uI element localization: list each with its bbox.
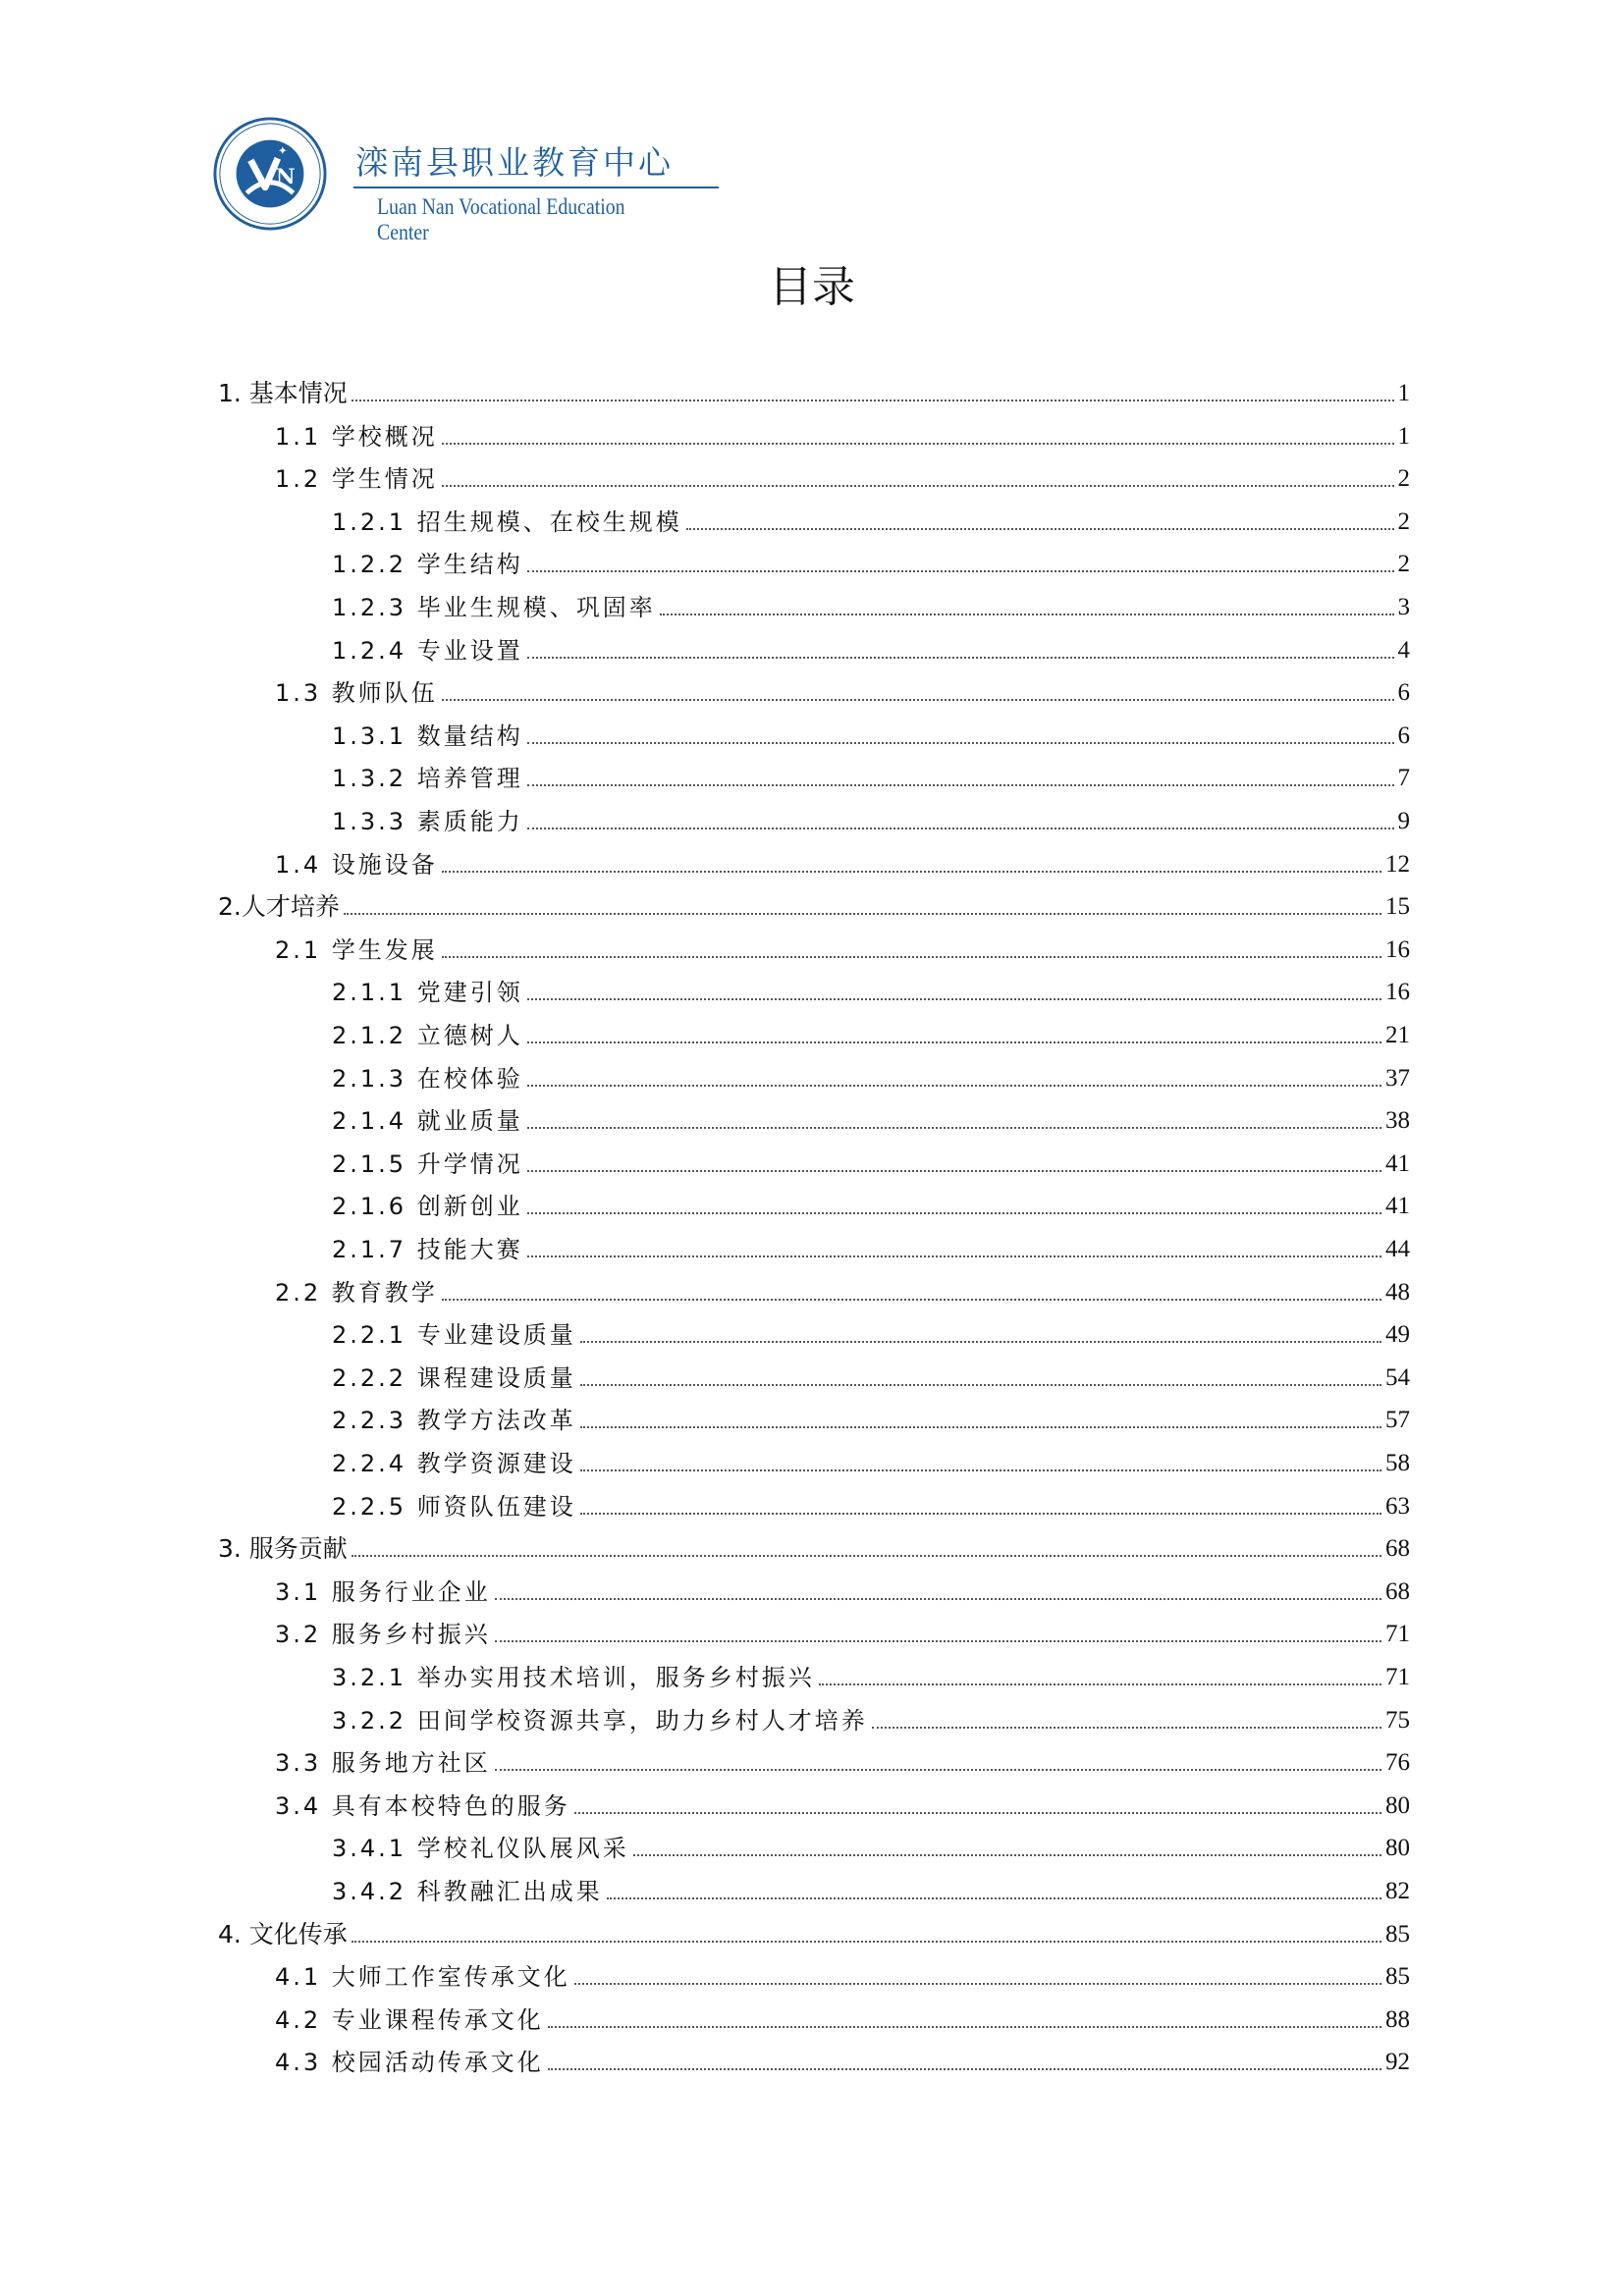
toc-entry-page: 9 <box>1397 808 1410 834</box>
toc-entry-page: 85 <box>1385 1920 1410 1948</box>
toc-entry-page: 76 <box>1385 1749 1410 1777</box>
toc-entry-label: 1.2.2 学生结构 <box>332 551 523 579</box>
toc-dot-leader <box>527 998 1381 1000</box>
toc-dot-leader <box>527 1127 1381 1129</box>
toc-dot-leader <box>495 1598 1381 1600</box>
svg-text:✦: ✦ <box>277 143 288 158</box>
toc-dot-leader <box>574 1983 1381 1985</box>
toc-entry-label: 2.1.1 党建引领 <box>332 979 523 1007</box>
toc-entry[interactable] <box>218 1914 1410 1949</box>
toc-entry-page: 44 <box>1385 1236 1410 1262</box>
toc-entry-label: 1.2.3 毕业生规模、巩固率 <box>332 594 656 621</box>
toc-dot-leader <box>527 742 1394 744</box>
toc-entry-page: 57 <box>1385 1407 1410 1434</box>
toc-dot-leader <box>527 784 1394 786</box>
toc-entry-label: 3.2 服务乡村振兴 <box>275 1621 491 1649</box>
toc-entry[interactable] <box>275 844 1410 880</box>
toc-entry-label: 1.4 设施设备 <box>275 850 438 879</box>
toc-entry[interactable] <box>332 1058 1410 1094</box>
toc-entry[interactable] <box>275 1742 1410 1778</box>
toc-entry-page: 41 <box>1385 1193 1410 1220</box>
toc-dot-leader <box>442 485 1394 487</box>
toc-dot-leader <box>633 1854 1381 1856</box>
toc-entry-label: 4.3 校园活动传承文化 <box>275 2049 544 2077</box>
toc-dot-leader <box>442 956 1381 958</box>
toc-entry-page: 2 <box>1397 465 1410 493</box>
toc-entry-page: 92 <box>1385 2049 1410 2076</box>
toc-entry[interactable] <box>275 672 1410 708</box>
toc-dot-leader <box>580 1513 1381 1515</box>
toc-dot-leader <box>872 1727 1381 1729</box>
toc-dot-leader <box>344 913 1381 915</box>
toc-dot-leader <box>442 1299 1381 1301</box>
toc-entry-page: 71 <box>1385 1664 1410 1690</box>
toc-dot-leader <box>548 2026 1381 2028</box>
toc-entry-page: 75 <box>1385 1706 1410 1734</box>
toc-entry[interactable] <box>332 1871 1410 1906</box>
toc-entry[interactable] <box>332 716 1410 751</box>
logo-name-cn: 滦南县职业教育中心 <box>355 143 674 182</box>
toc-dot-leader <box>442 871 1381 873</box>
toc-dot-leader <box>527 1255 1381 1257</box>
toc-entry[interactable] <box>332 544 1410 579</box>
toc-dot-leader <box>574 1812 1381 1814</box>
toc-entry-label: 2.2.1 专业建设质量 <box>332 1321 576 1350</box>
toc-entry-label: 3. 服务贡献 <box>218 1534 348 1564</box>
toc-entry-label: 3.2.1 举办实用技术培训，服务乡村振兴 <box>332 1664 815 1691</box>
toc-entry-page: 38 <box>1385 1107 1410 1135</box>
toc-entry[interactable] <box>332 630 1410 666</box>
toc-entry-label: 4. 文化传承 <box>218 1919 348 1949</box>
toc-entry-page: 71 <box>1385 1621 1410 1648</box>
toc-entry-label: 2.人才培养 <box>218 892 340 922</box>
toc-entry[interactable] <box>332 1314 1410 1350</box>
toc-entry-page: 1 <box>1397 422 1410 450</box>
toc-entry[interactable] <box>332 1443 1410 1478</box>
toc-dot-leader <box>352 400 1394 401</box>
toc-entry-page: 15 <box>1385 893 1410 921</box>
page-title: 目录 <box>769 262 855 312</box>
toc-entry-label: 2.2.2 课程建设质量 <box>332 1363 576 1392</box>
toc-entry[interactable] <box>332 1400 1410 1435</box>
toc-entry[interactable] <box>218 373 1410 408</box>
toc-entry-label: 3.3 服务地方社区 <box>275 1749 491 1778</box>
logo-name-en: Luan Nan Vocational Education Center <box>377 194 625 244</box>
toc-entry[interactable] <box>275 1272 1410 1308</box>
toc-entry-label: 3.2.2 田间学校资源共享，助力乡村人才培养 <box>332 1706 868 1735</box>
toc-dot-leader <box>442 443 1394 445</box>
toc-entry-page: 21 <box>1385 1022 1410 1048</box>
toc-entry-page: 68 <box>1385 1577 1410 1605</box>
toc-entry[interactable] <box>332 1100 1410 1136</box>
toc-entry-page: 80 <box>1385 1791 1410 1819</box>
toc-entry-page: 63 <box>1385 1492 1410 1520</box>
toc-entry-label: 2.1.6 创新创业 <box>332 1193 523 1221</box>
toc-entry[interactable] <box>332 1486 1410 1522</box>
toc-entry-page: 85 <box>1385 1963 1410 1991</box>
toc-dot-leader <box>527 828 1394 829</box>
toc-dot-leader <box>607 1897 1381 1899</box>
toc-entry[interactable] <box>275 416 1410 452</box>
toc-entry-label: 2.1.4 就业质量 <box>332 1107 523 1136</box>
toc-entry-page: 37 <box>1385 1064 1410 1092</box>
toc-entry[interactable] <box>332 587 1410 622</box>
toc-dot-leader <box>495 1769 1381 1771</box>
toc-entry-label: 2.1 学生发展 <box>275 935 438 964</box>
toc-dot-leader <box>352 1555 1381 1557</box>
toc-entry-label: 3.4.2 科教融汇出成果 <box>332 1878 603 1905</box>
toc-entry-page: 2 <box>1397 551 1410 578</box>
toc-entry-page: 80 <box>1385 1835 1410 1862</box>
toc-entry-page: 3 <box>1397 594 1410 620</box>
toc-dot-leader <box>527 1085 1381 1087</box>
toc-entry[interactable] <box>275 1572 1410 1607</box>
toc-entry-page: 7 <box>1397 765 1410 792</box>
toc-entry-page: 1 <box>1397 380 1410 406</box>
toc-entry[interactable] <box>275 2042 1410 2077</box>
toc-dot-leader <box>548 2068 1381 2070</box>
toc-dot-leader <box>580 1426 1381 1428</box>
toc-entry-label: 2.2.5 师资队伍建设 <box>332 1492 576 1521</box>
toc-entry-page: 49 <box>1385 1321 1410 1349</box>
toc-dot-leader <box>527 1041 1381 1043</box>
toc-entry[interactable] <box>332 1186 1410 1221</box>
toc-entry[interactable] <box>275 1786 1410 1821</box>
toc-entry-page: 6 <box>1397 721 1410 749</box>
toc-entry-page: 6 <box>1397 679 1410 707</box>
toc-entry-label: 1.1 学校概况 <box>275 422 438 451</box>
toc-entry-label: 1. 基本情况 <box>218 379 348 407</box>
toc-entry[interactable] <box>332 1144 1410 1179</box>
toc-entry[interactable] <box>332 758 1410 793</box>
toc-entry-label: 3.1 服务行业企业 <box>275 1577 491 1606</box>
toc-entry[interactable] <box>332 1828 1410 1863</box>
toc-dot-leader <box>352 1941 1381 1943</box>
toc-entry-page: 12 <box>1385 850 1410 878</box>
toc-entry[interactable] <box>275 1956 1410 1992</box>
toc-entry[interactable] <box>332 801 1410 836</box>
toc-entry[interactable] <box>332 1700 1410 1735</box>
toc-dot-leader <box>580 1469 1381 1471</box>
toc-entry-page: 54 <box>1385 1363 1410 1391</box>
toc-dot-leader <box>527 570 1394 572</box>
toc-entry[interactable] <box>332 502 1410 537</box>
toc-entry[interactable] <box>218 886 1410 922</box>
toc-entry-label: 2.2.4 教学资源建设 <box>332 1450 576 1477</box>
toc-dot-leader <box>819 1683 1381 1685</box>
toc-entry-label: 2.1.7 技能大赛 <box>332 1236 523 1263</box>
toc-entry-page: 88 <box>1385 2005 1410 2033</box>
toc-dot-leader <box>442 699 1394 701</box>
toc-entry[interactable] <box>332 1358 1410 1393</box>
toc-entry-label: 1.3.3 素质能力 <box>332 808 523 835</box>
toc-entry-label: 2.1.5 升学情况 <box>332 1149 523 1178</box>
toc-entry-label: 2.1.3 在校体验 <box>332 1064 523 1093</box>
toc-entry-label: 1.3 教师队伍 <box>275 679 438 708</box>
toc-entry-label: 3.4.1 学校礼仪队展风采 <box>332 1835 629 1863</box>
toc-entry-label: 1.2.1 招生规模、在校生规模 <box>332 507 682 536</box>
toc-dot-leader <box>527 1170 1381 1172</box>
toc-dot-leader <box>580 1384 1381 1386</box>
toc-entry-label: 4.1 大师工作室传承文化 <box>275 1963 570 1992</box>
toc-entry-label: 1.3.2 培养管理 <box>332 765 523 793</box>
toc-entry-page: 2 <box>1397 507 1410 535</box>
toc-entry-label: 4.2 专业课程传承文化 <box>275 2005 544 2034</box>
toc-dot-leader <box>527 657 1394 659</box>
toc-entry[interactable] <box>275 930 1410 965</box>
toc-entry-label: 1.2 学生情况 <box>275 465 438 494</box>
toc-entry[interactable] <box>332 1015 1410 1050</box>
toc-entry-page: 41 <box>1385 1149 1410 1177</box>
toc-entry-label: 3.4 具有本校特色的服务 <box>275 1791 570 1820</box>
toc-entry-label: 1.3.1 数量结构 <box>332 721 523 750</box>
toc-dot-leader <box>686 528 1394 530</box>
toc-dot-leader <box>580 1341 1381 1343</box>
toc-entry[interactable] <box>275 2000 1410 2035</box>
toc-entry-label: 2.2 教育教学 <box>275 1278 438 1307</box>
toc-entry[interactable] <box>218 1528 1410 1564</box>
toc-dot-leader <box>660 614 1394 615</box>
toc-entry[interactable] <box>332 1657 1410 1692</box>
toc-entry[interactable] <box>275 1614 1410 1649</box>
toc-entry-page: 58 <box>1385 1450 1410 1476</box>
toc-entry-page: 16 <box>1385 935 1410 963</box>
toc-entry-page: 48 <box>1385 1278 1410 1306</box>
toc-entry[interactable] <box>332 1229 1410 1264</box>
toc-entry[interactable] <box>275 458 1410 494</box>
toc-entry-page: 68 <box>1385 1535 1410 1563</box>
toc-entry-page: 82 <box>1385 1878 1410 1904</box>
toc-entry-page: 4 <box>1397 636 1410 664</box>
toc-entry[interactable] <box>332 972 1410 1007</box>
toc-entry-label: 2.2.3 教学方法改革 <box>332 1407 576 1435</box>
svg-text:N: N <box>275 164 296 189</box>
toc-entry-page: 16 <box>1385 979 1410 1006</box>
toc-entry-label: 1.2.4 专业设置 <box>332 636 523 665</box>
toc-dot-leader <box>527 1212 1381 1214</box>
toc-dot-leader <box>495 1640 1381 1642</box>
toc-entry-label: 2.1.2 立德树人 <box>332 1022 523 1049</box>
